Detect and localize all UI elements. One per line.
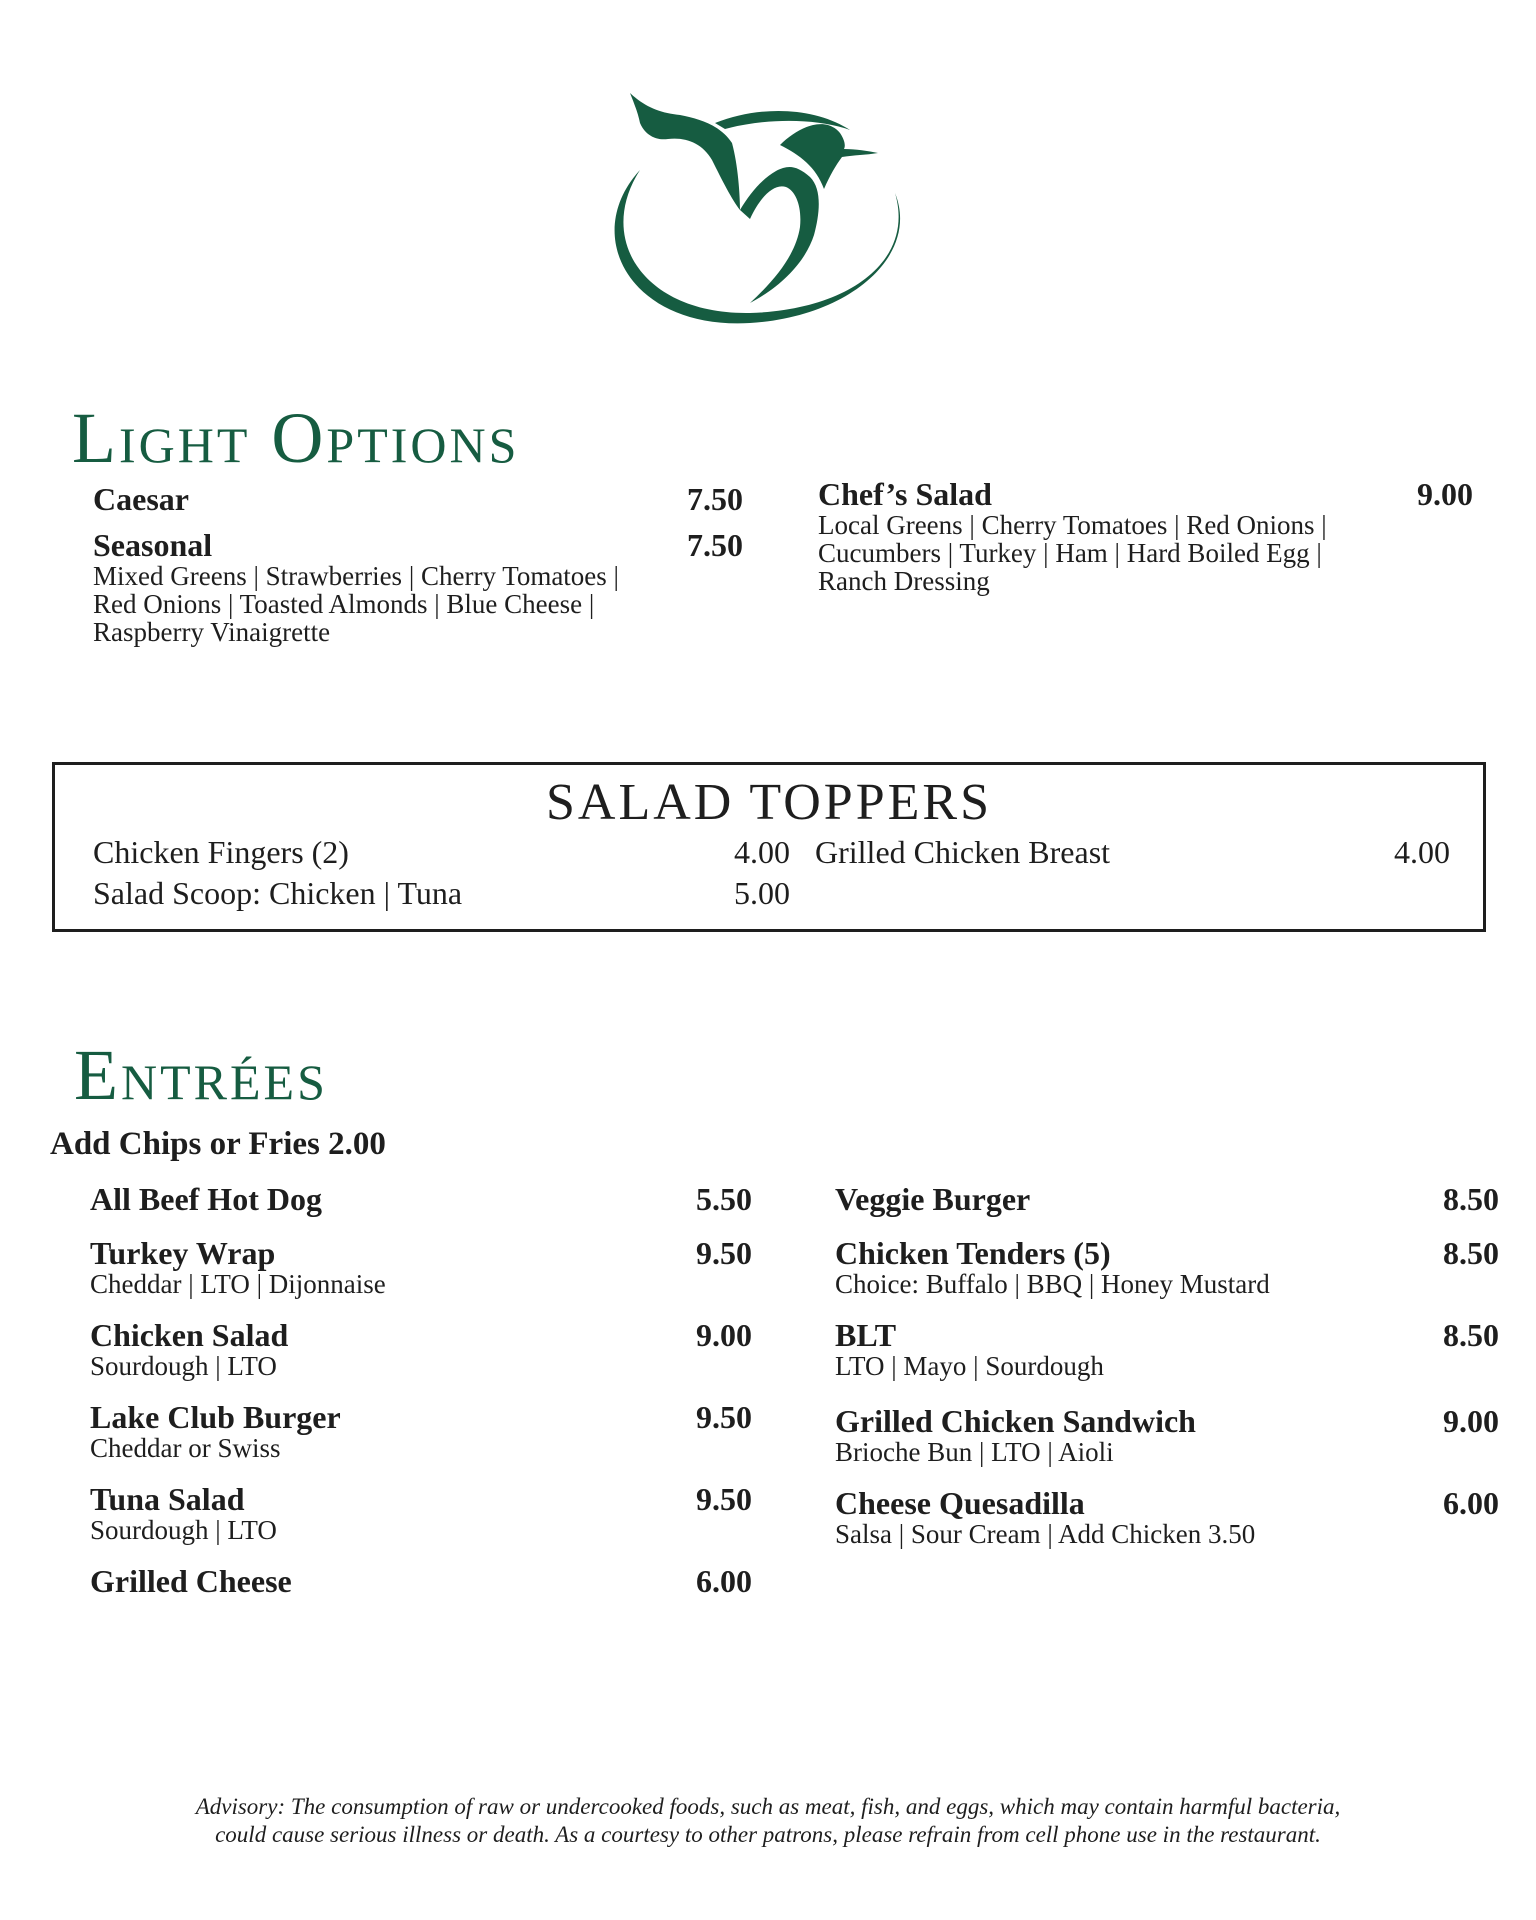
item-description: Cucumbers | Turkey | Ham | Hard Boiled Egg | xyxy=(818,538,1322,568)
menu-item xyxy=(835,1486,1499,1548)
item-name: All Beef Hot Dog xyxy=(90,1181,322,1217)
item-price: 6.00 xyxy=(1443,1485,1499,1521)
item-price: 8.50 xyxy=(1443,1181,1499,1217)
item-name: Turkey Wrap xyxy=(90,1235,276,1271)
menu-item xyxy=(90,1236,752,1298)
item-price: 9.00 xyxy=(1417,476,1473,512)
advisory-line: Advisory: The consumption of raw or undercooked foods, such as meat, fish, and eggs, which may contain harmful bacteria, xyxy=(195,1794,1341,1819)
item-description: Brioche Bun | LTO | Aioli xyxy=(835,1437,1114,1467)
duck-in-flight-logo xyxy=(600,85,930,330)
item-description: Raspberry Vinaigrette xyxy=(93,617,331,647)
item-name: Chicken Salad xyxy=(90,1317,289,1353)
item-name: Lake Club Burger xyxy=(90,1399,341,1435)
add-chips-note: Add Chips or Fries 2.00 xyxy=(50,1126,386,1162)
menu-item xyxy=(835,1318,1499,1380)
item-description: Ranch Dressing xyxy=(818,566,990,596)
item-name: Grilled Chicken Sandwich xyxy=(835,1403,1196,1439)
item-description: Mixed Greens | Strawberries | Cherry Tomatoes | xyxy=(93,561,619,591)
advisory-notice xyxy=(100,1793,1436,1849)
item-description: Cheddar | LTO | Dijonnaise xyxy=(90,1269,386,1299)
topper-price: 4.00 xyxy=(734,834,790,870)
item-price: 7.50 xyxy=(687,527,743,563)
item-price: 8.50 xyxy=(1443,1235,1499,1271)
menu-item xyxy=(818,477,1473,595)
item-price: 9.50 xyxy=(696,1481,752,1517)
menu-item xyxy=(90,1564,752,1598)
entrees-left-column xyxy=(90,1182,752,1602)
item-description: Red Onions | Toasted Almonds | Blue Cheese | xyxy=(93,589,595,619)
light-options-right-column xyxy=(818,477,1473,595)
item-description: Sourdough | LTO xyxy=(90,1515,277,1545)
light-options-heading: Light Options xyxy=(72,398,520,478)
menu-item xyxy=(90,1482,752,1544)
menu-item xyxy=(835,1182,1499,1216)
light-options-left-column xyxy=(93,482,743,646)
menu-item xyxy=(90,1182,752,1216)
item-name: Veggie Burger xyxy=(835,1181,1031,1217)
topper-price: 4.00 xyxy=(1394,834,1450,870)
topper-name: Salad Scoop: Chicken | Tuna xyxy=(93,875,463,911)
item-price: 6.00 xyxy=(696,1563,752,1599)
menu-item xyxy=(93,528,743,646)
item-price: 5.50 xyxy=(696,1181,752,1217)
item-name: Grilled Cheese xyxy=(90,1563,292,1599)
topper-name: Chicken Fingers (2) xyxy=(93,834,349,870)
advisory-line: could cause serious illness or death. As a courtesy to other patrons, please refrain from cell phone use in the restaurant. xyxy=(215,1822,1321,1847)
item-name: Caesar xyxy=(93,481,189,517)
item-price: 9.50 xyxy=(696,1235,752,1271)
item-description: Local Greens | Cherry Tomatoes | Red Onions | xyxy=(818,510,1327,540)
menu-item xyxy=(90,1400,752,1462)
menu-item xyxy=(93,482,743,516)
item-price: 7.50 xyxy=(687,481,743,517)
item-name: BLT xyxy=(835,1317,897,1353)
item-name: Seasonal xyxy=(93,527,213,563)
salad-toppers-heading: SALAD TOPPERS xyxy=(546,774,992,831)
item-price: 9.00 xyxy=(696,1317,752,1353)
item-name: Tuna Salad xyxy=(90,1481,245,1517)
item-description: LTO | Mayo | Sourdough xyxy=(835,1351,1104,1381)
topper-name: Grilled Chicken Breast xyxy=(815,834,1111,870)
item-price: 9.50 xyxy=(696,1399,752,1435)
item-description: Choice: Buffalo | BBQ | Honey Mustard xyxy=(835,1269,1270,1299)
menu-item xyxy=(835,1404,1499,1466)
item-price: 9.00 xyxy=(1443,1403,1499,1439)
topper-price: 5.00 xyxy=(734,875,790,911)
item-price: 8.50 xyxy=(1443,1317,1499,1353)
item-name: Chef’s Salad xyxy=(818,476,992,512)
entrees-right-column xyxy=(835,1182,1499,1602)
item-description: Cheddar or Swiss xyxy=(90,1433,281,1463)
item-name: Cheese Quesadilla xyxy=(835,1485,1085,1521)
menu-item xyxy=(835,1236,1499,1298)
item-description: Sourdough | LTO xyxy=(90,1351,277,1381)
salad-toppers-box xyxy=(52,762,1486,932)
item-name: Chicken Tenders (5) xyxy=(835,1235,1111,1271)
item-description: Salsa | Sour Cream | Add Chicken 3.50 xyxy=(835,1519,1256,1549)
menu-item xyxy=(90,1318,752,1380)
entrees-heading: Entrées xyxy=(74,1035,328,1115)
